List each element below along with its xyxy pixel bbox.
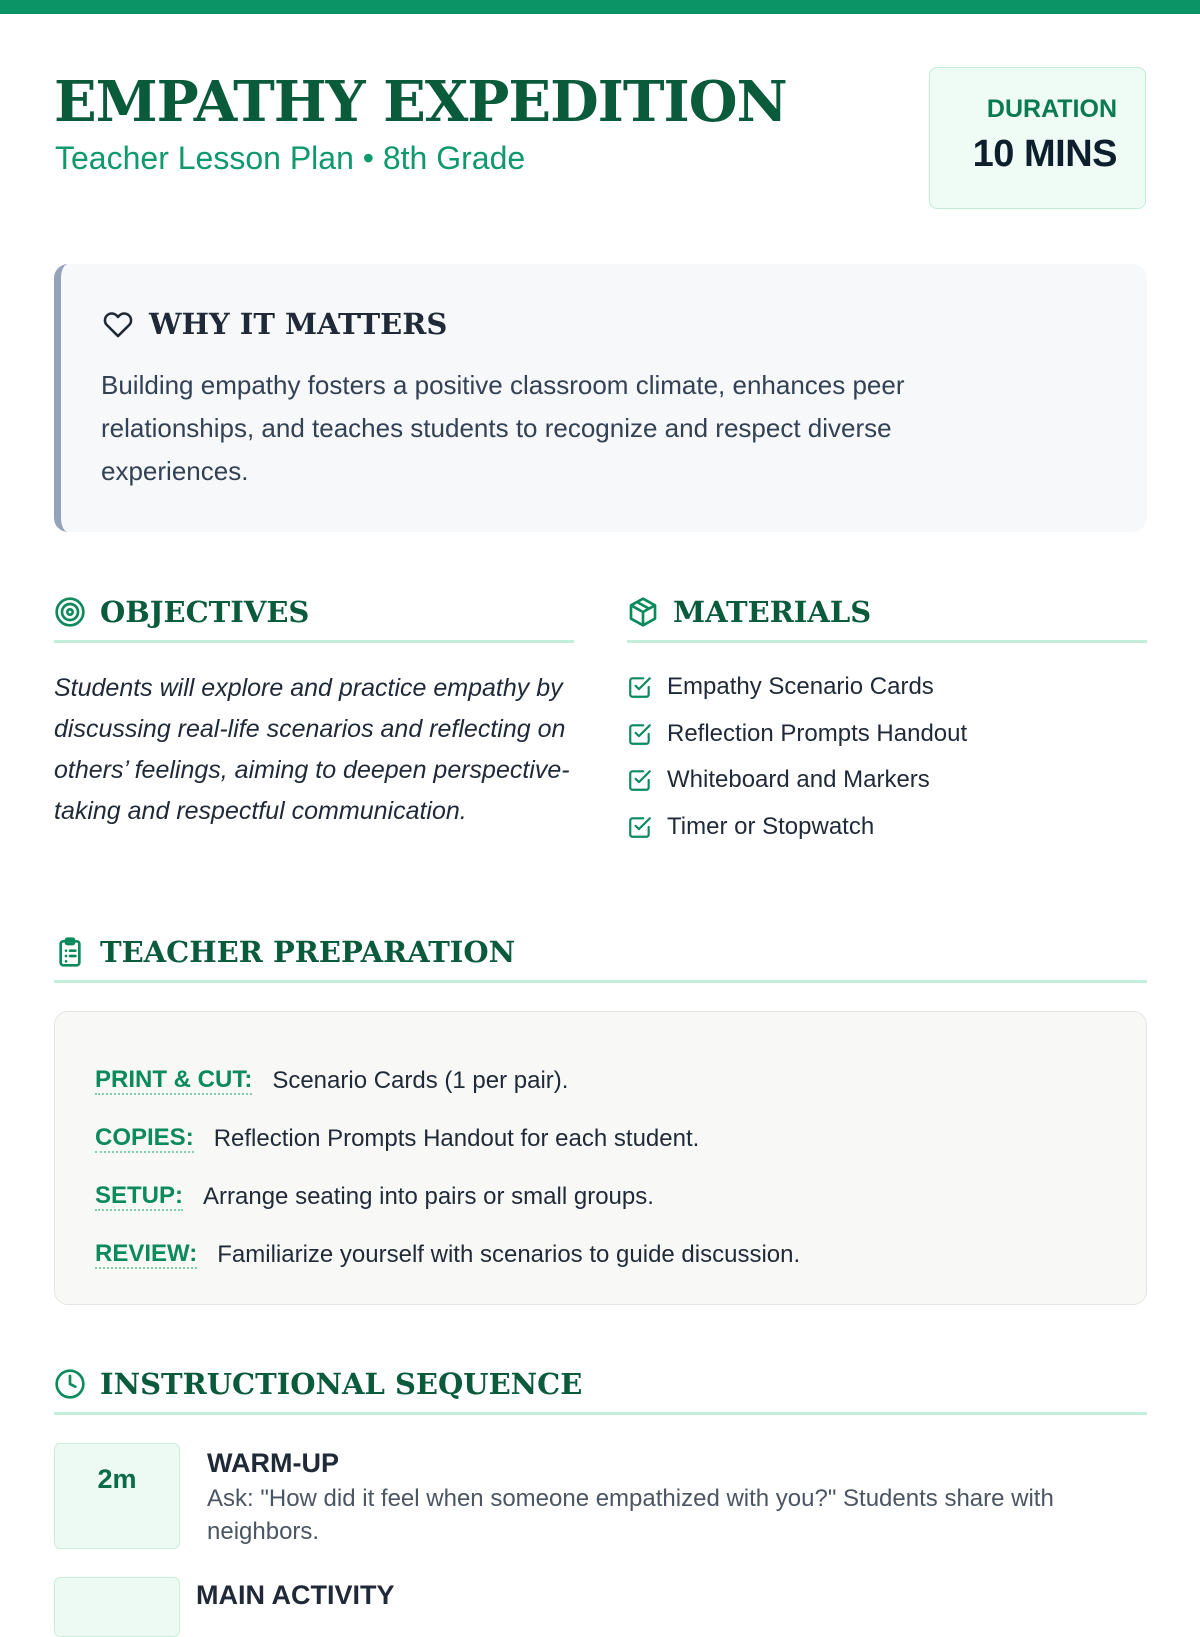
list-item [95,1168,1106,1226]
materials-divider [627,640,1147,643]
clock-icon [54,1368,86,1400]
prep-text: Scenario Cards (1 per pair). [272,1067,569,1094]
objectives-header [54,592,309,632]
prep-label: COPIES: [95,1124,194,1151]
sequence-divider [54,1412,1147,1415]
step-title: WARM-UP [207,1448,339,1478]
top-accent-bar [0,0,1200,14]
duration-badge [929,67,1146,209]
prep-text: Arrange seating into pairs or small groups. [203,1183,654,1210]
list-item [95,1110,1106,1168]
why-it-matters-card [54,264,1147,532]
material-label: Timer or Stopwatch [667,812,875,840]
target-icon [54,596,86,628]
checkbox-checked-icon [627,814,653,840]
checkbox-checked-icon [627,674,653,700]
objectives-text: Students will explore and practice empathy by discussing real-life scenarios and reflecting on others’ feelings, aiming to deepen perspective-taking and respectful communication. [54,674,570,825]
materials-list [627,664,967,850]
preparation-header [54,932,515,972]
duration-value: 10 MINS [972,133,1117,175]
list-item [95,1052,1106,1110]
why-it-matters-header [101,304,1107,344]
checkbox-checked-icon [627,767,653,793]
why-it-matters-text: Building empathy fosters a positive classroom climate, enhances peer relationships, and teaches students to recognize and respect diverse experiences. [101,370,905,486]
material-label: Reflection Prompts Handout [667,719,968,747]
sequence-title: INSTRUCTIONAL SEQUENCE [100,1367,583,1401]
step-time-badge: 2m [54,1443,180,1549]
duration-label: DURATION [986,95,1117,123]
prep-text: Reflection Prompts Handout for each student. [213,1125,700,1152]
step-description: Ask: "How did it feel when someone empathized with you?" Students share with neighbors. [207,1485,1054,1545]
list-item [627,757,967,804]
prep-label: PRINT & CUT: [95,1066,253,1093]
material-label: Empathy Scenario Cards [667,673,934,701]
preparation-card [54,1011,1147,1305]
objectives-divider [54,640,574,643]
preparation-divider [54,980,1147,983]
objectives-title: OBJECTIVES [100,595,310,629]
list-item [627,711,967,758]
list-item [95,1226,1106,1284]
why-it-matters-title: WHY IT MATTERS [149,307,448,341]
heart-icon [101,307,135,341]
prep-label: REVIEW: [95,1240,198,1267]
list-item [627,804,967,851]
preparation-title: TEACHER PREPARATION [100,935,516,969]
prep-text: Familiarize yourself with scenarios to guide discussion. [217,1241,801,1268]
materials-title: MATERIALS [673,595,872,629]
checkbox-checked-icon [627,721,653,747]
page-title: EMPATHY EXPEDITION [54,69,787,135]
page-subtitle: Teacher Lesson Plan • 8th Grade [55,140,526,176]
materials-header [627,592,871,632]
box-icon [627,596,659,628]
clipboard-icon [54,936,86,968]
step-title: MAIN ACTIVITY [196,1580,395,1610]
material-label: Whiteboard and Markers [667,766,930,794]
prep-label: SETUP: [95,1182,184,1209]
step-time-badge [54,1577,180,1637]
list-item [627,664,967,711]
sequence-header [54,1364,582,1404]
